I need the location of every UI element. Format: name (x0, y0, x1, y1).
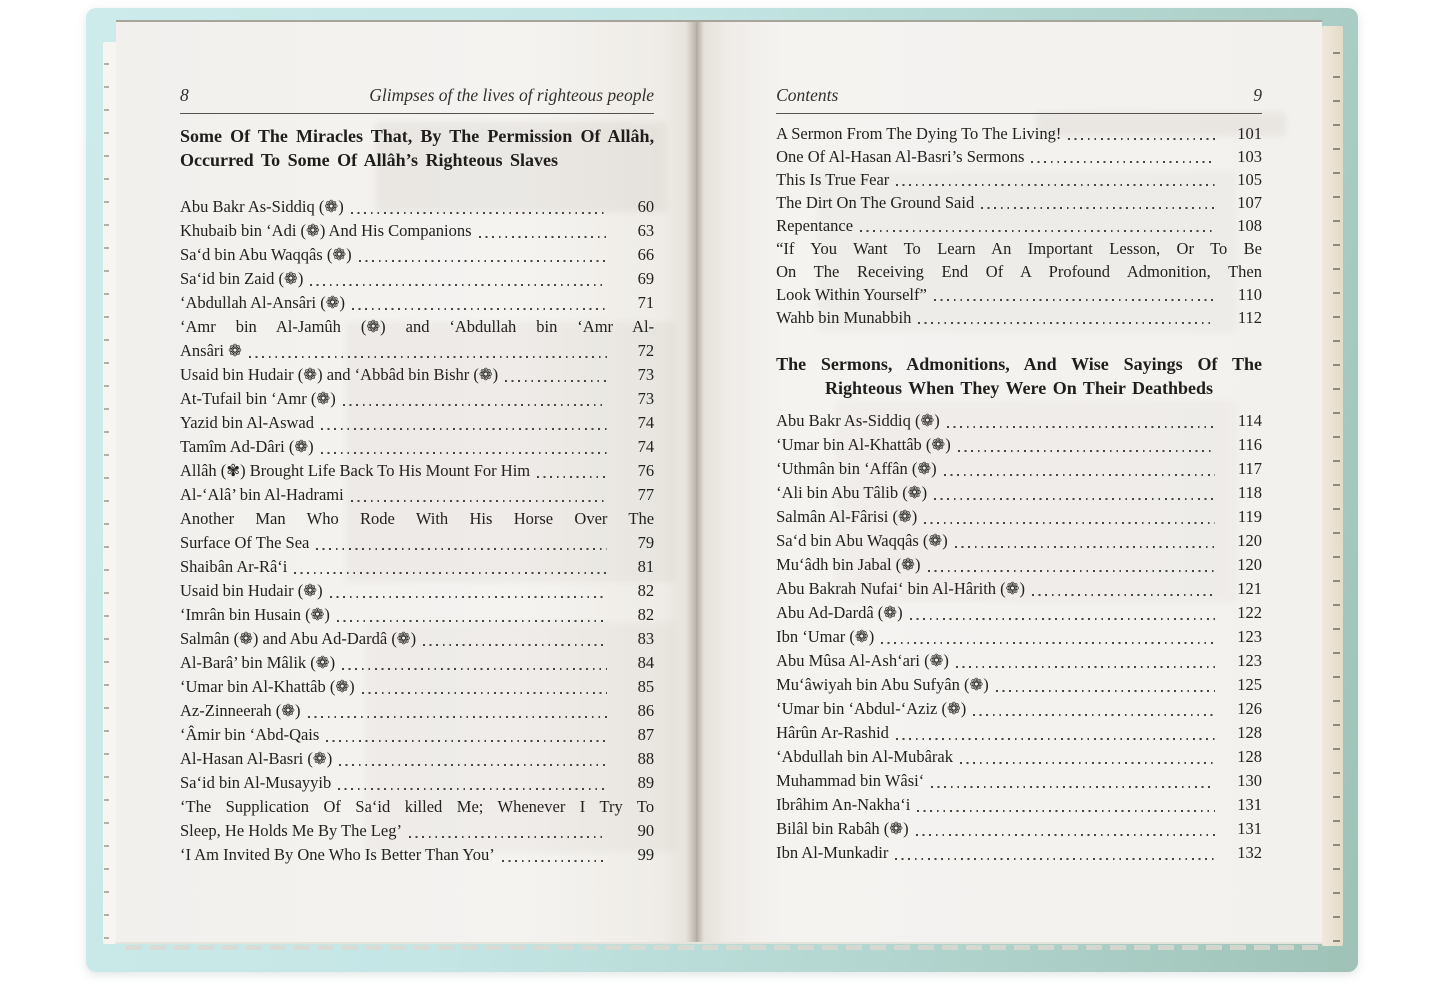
toc-entry-text-line: “If You Want To Learn An Important Lesson, Or To Be (776, 239, 1262, 258)
toc-entry-row (180, 483, 654, 507)
dot-leader (916, 834, 1215, 836)
toc-entry-title: A Sermon From The Dying To The Living! (776, 124, 1062, 143)
toc-entry (180, 795, 654, 843)
dot-leader (502, 860, 607, 862)
toc-entry-row (180, 579, 654, 603)
toc-entry-title: Muhammad bin Wâsi‘ (776, 771, 925, 790)
dot-leader (981, 207, 1215, 209)
toc-entry (776, 214, 1262, 237)
toc-entry-page: 73 (637, 365, 655, 384)
toc-entry (180, 699, 654, 723)
toc-entry-page: 69 (637, 269, 655, 288)
toc-entry (776, 237, 1262, 306)
toc-entry-title: ‘I Am Invited By One Who Is Better Than You’ (180, 845, 495, 864)
toc-entry-title: Yazid bin Al-Aswad (180, 413, 314, 432)
toc-entry-page: 120 (1237, 531, 1262, 550)
toc-entry-row (180, 243, 654, 267)
toc-entry (180, 843, 654, 867)
toc-entry-title: Repentance (776, 216, 854, 235)
dot-leader (321, 452, 607, 454)
toc-entry-row (180, 723, 654, 747)
toc-entry-title: ‘Umar bin Al-Khattâb (❁) (180, 677, 355, 696)
toc-entry-row (776, 769, 1262, 793)
book (86, 8, 1358, 972)
toc-entry-title: ‘Abdullah Al-Ansâri (❁) (180, 293, 346, 312)
toc-entry-title: Sa‘id bin Zaid (❁) (180, 269, 304, 288)
toc-entry (180, 483, 654, 507)
toc-entry-page: 63 (637, 221, 655, 240)
toc-entry-title: Sa‘d bin Abu Waqqâs (❁) (180, 245, 352, 264)
toc-entry-page: 79 (637, 533, 655, 552)
page-edge-stack-left (103, 42, 116, 944)
toc-entry-row (180, 603, 654, 627)
toc-entry-row (776, 649, 1262, 673)
toc-entry (180, 267, 654, 291)
toc-entry-row (180, 291, 654, 315)
toc-entry-title: At-Tufail bin ‘Amr (❁) (180, 389, 336, 408)
dot-leader (339, 764, 607, 766)
toc-entry-title: Az-Zinneerah (❁) (180, 701, 301, 720)
toc-entry-title: This Is True Fear (776, 170, 890, 189)
toc-entry (180, 675, 654, 699)
toc-entry-text-line: ‘The Supplication Of Sa‘id killed Me; Whenever I Try To (180, 797, 655, 816)
toc-entry-row (776, 793, 1262, 817)
toc-entry-row (776, 191, 1262, 214)
left-running-title: Glimpses of the lives of righteous people (369, 85, 655, 105)
toc-entry-title: Allâh (✾) Brought Life Back To His Mount For Him (180, 461, 531, 480)
toc-entry-title: Mu‘âwiyah bin Abu Sufyân (❁) (776, 675, 989, 694)
dot-leader (960, 762, 1215, 764)
toc-entry (180, 315, 654, 363)
toc-entry-row (776, 168, 1262, 191)
dot-leader (934, 299, 1215, 301)
dot-leader (924, 522, 1215, 524)
toc-entry (776, 145, 1262, 168)
toc-entry (776, 306, 1262, 329)
toc-entry-row (180, 699, 654, 723)
right-page (696, 22, 1322, 942)
toc-entry-row (776, 553, 1262, 577)
toc-entry-title: ‘Umar bin Al-Khattâb (❁) (776, 435, 951, 454)
toc-entry-row (776, 577, 1262, 601)
toc-entry-page: 114 (1237, 411, 1262, 430)
toc-entry-row (180, 843, 654, 867)
page-edge-stack-right (1322, 26, 1343, 946)
toc-entry (180, 507, 654, 555)
toc-entry (776, 168, 1262, 191)
toc-entry-title: ‘Imrân bin Husain (❁) (180, 605, 330, 624)
dot-leader (896, 738, 1215, 740)
toc-entry-row (776, 505, 1262, 529)
dot-leader (362, 692, 607, 694)
toc-entry-title: Usaid bin Hudair (❁) and ‘Abbâd bin Bishr (❁) (180, 365, 499, 384)
toc-entry-page: 107 (1237, 193, 1262, 212)
toc-entry (180, 291, 654, 315)
dot-leader (479, 236, 608, 238)
toc-entry (180, 579, 654, 603)
dot-leader (423, 644, 607, 646)
dot-leader (881, 642, 1215, 644)
dot-leader (505, 380, 607, 382)
toc-entry-row (776, 409, 1262, 433)
toc-entry-title: The Dirt On The Ground Said (776, 193, 975, 212)
toc-entry-page: 132 (1237, 843, 1262, 862)
toc-entry (180, 243, 654, 267)
toc-entry-title: ‘Umar bin ‘Abdul-‘Aziz (❁) (776, 699, 967, 718)
toc-entry-title: Ibrâhim An-Nakha‘i (776, 795, 911, 814)
toc-entry-page: 103 (1237, 147, 1262, 166)
dot-leader (326, 740, 607, 742)
toc-entry-page: 131 (1237, 819, 1262, 838)
toc-entry (776, 745, 1262, 769)
toc-entry-row (180, 531, 654, 555)
toc-entry-page: 117 (1237, 459, 1262, 478)
toc-entry-page: 86 (637, 701, 655, 720)
toc-entry-title: Khubaib bin ‘Adi (❁) And His Companions (180, 221, 472, 240)
toc-entry (180, 771, 654, 795)
toc-entry-page: 118 (1237, 483, 1262, 502)
toc-entry-page: 112 (1237, 308, 1262, 327)
toc-entry-page: 87 (637, 725, 655, 744)
toc-entry-title: Salmân (❁) and Abu Ad-Dardâ (❁) (180, 629, 417, 648)
dot-leader (316, 548, 607, 550)
toc-entry-title: One Of Al-Hasan Al-Basri’s Sermons (776, 147, 1025, 166)
dot-leader (928, 570, 1216, 572)
toc-entry-title: Abu Ad-Dardâ (❁) (776, 603, 903, 622)
toc-entry (776, 457, 1262, 481)
toc-entry-page: 128 (1237, 747, 1262, 766)
toc-list-left (180, 195, 654, 867)
toc-entry (180, 627, 654, 651)
toc-entry-title: ‘Uthmân bin ‘Affân (❁) (776, 459, 937, 478)
toc-entry-row (776, 817, 1262, 841)
dot-leader (308, 716, 608, 718)
toc-entry (180, 459, 654, 483)
left-page (116, 22, 696, 942)
toc-entry-title: Al-‘Alâ’ bin Al-Hadrami (180, 485, 344, 504)
toc-entry-row (776, 697, 1262, 721)
toc-entry-row (776, 529, 1262, 553)
toc-entry-title: Wahb bin Munabbih (776, 308, 912, 327)
toc-entry (776, 529, 1262, 553)
dot-leader (342, 668, 607, 670)
toc-entry-page: 85 (637, 677, 655, 696)
toc-entry-page: 83 (637, 629, 655, 648)
toc-entry (776, 649, 1262, 673)
toc-entry (180, 723, 654, 747)
dot-leader (896, 184, 1215, 186)
toc-entry-page: 122 (1237, 603, 1262, 622)
dot-leader (931, 786, 1215, 788)
toc-entry-text-line: Another Man Who Rode With His Horse Over The (180, 509, 655, 528)
dot-leader (337, 620, 607, 622)
dot-leader (947, 426, 1215, 428)
dot-leader (860, 230, 1215, 232)
toc-entry-page: 81 (637, 557, 655, 576)
toc-entry-row (180, 771, 654, 795)
toc-entry-page: 101 (1237, 124, 1262, 143)
dot-leader (321, 428, 607, 430)
left-page-header (180, 84, 654, 114)
toc-entry-row (776, 841, 1262, 865)
toc-entry-page: 89 (637, 773, 655, 792)
toc-entry-row (180, 555, 654, 579)
toc-entry (180, 387, 654, 411)
section-heading-sermons: The Sermons, Admonitions, And Wise Sayings Of The Righteous When They Were On Their Deathbeds (776, 354, 1262, 398)
toc-entry-page: 74 (637, 437, 655, 456)
toc-entry-page: 77 (637, 485, 655, 504)
toc-entry-title: Mu‘âdh bin Jabal (❁) (776, 555, 921, 574)
toc-entry (180, 219, 654, 243)
dot-leader (409, 836, 607, 838)
toc-entry-title: Al-Barâ’ bin Mâlik (❁) (180, 653, 336, 672)
dot-leader (934, 498, 1215, 500)
toc-entry-row (180, 819, 654, 843)
toc-entry-title: Ibn Al-Munkadir (776, 843, 889, 862)
dot-leader (895, 858, 1215, 860)
toc-list-right-bottom (776, 409, 1262, 865)
toc-entry (776, 122, 1262, 145)
dot-leader (1032, 594, 1215, 596)
right-running-title: Contents (776, 85, 839, 105)
toc-entry (776, 505, 1262, 529)
toc-entry (776, 409, 1262, 433)
toc-entry-text-line: On The Receiving End Of A Profound Admonition, Then (776, 262, 1262, 281)
toc-entry-row (776, 481, 1262, 505)
toc-entry-row (180, 219, 654, 243)
toc-entry-row (776, 601, 1262, 625)
toc-entry-page: 121 (1237, 579, 1262, 598)
dot-leader (996, 690, 1215, 692)
toc-entry (776, 433, 1262, 457)
toc-entry (776, 673, 1262, 697)
dot-leader (955, 546, 1215, 548)
toc-entry-title: Sleep, He Holds Me By The Leg’ (180, 821, 402, 840)
toc-entry (180, 411, 654, 435)
toc-entry-title: Abu Mûsa Al-Ash‘ari (❁) (776, 651, 949, 670)
toc-entry (180, 435, 654, 459)
toc-entry-page: 130 (1237, 771, 1262, 790)
toc-entry-title: Usaid bin Hudair (❁) (180, 581, 323, 600)
dot-leader (918, 322, 1215, 324)
toc-entry (776, 601, 1262, 625)
toc-entry (776, 191, 1262, 214)
toc-entry-title: ‘Âmir bin ‘Abd-Qais (180, 725, 320, 744)
toc-entry (180, 555, 654, 579)
toc-entry-row (776, 457, 1262, 481)
toc-entry-page: 105 (1237, 170, 1262, 189)
right-page-number: 9 (1253, 85, 1262, 105)
toc-entry-row (776, 283, 1262, 306)
toc-entry-page: 120 (1237, 555, 1262, 574)
toc-entry-title: Tamîm Ad-Dâri (❁) (180, 437, 314, 456)
toc-entry-title: Ibn ‘Umar (❁) (776, 627, 875, 646)
toc-entry-page: 123 (1237, 627, 1262, 646)
toc-entry-row (180, 435, 654, 459)
toc-entry-page: 90 (637, 821, 655, 840)
dot-leader (249, 356, 607, 358)
toc-entry-row (776, 721, 1262, 745)
toc-entry-row (776, 122, 1262, 145)
toc-entry-title: Al-Hasan Al-Basri (❁) (180, 749, 333, 768)
toc-entry-title: ‘Ali bin Abu Tâlib (❁) (776, 483, 928, 502)
toc-entry-page: 66 (637, 245, 655, 264)
toc-entry-title: Sa‘id bin Al-Musayyib (180, 773, 332, 792)
toc-entry (776, 481, 1262, 505)
dot-leader (310, 284, 607, 286)
toc-entry-title: Salmân Al-Fârisi (❁) (776, 507, 918, 526)
toc-entry-row (180, 459, 654, 483)
toc-entry-title: Abu Bakr As-Siddiq (❁) (180, 197, 344, 216)
toc-entry-row (776, 306, 1262, 329)
toc-entry (776, 625, 1262, 649)
toc-entry-page: 123 (1237, 651, 1262, 670)
dot-leader (1031, 161, 1215, 163)
toc-entry-row (180, 387, 654, 411)
section-heading-miracles: Some Of The Miracles That, By The Permission Of Allâh, Occurred To Some Of Allâh’s Righteous Slaves (180, 126, 655, 170)
open-spread (116, 20, 1322, 942)
left-page-number: 8 (180, 85, 189, 105)
toc-entry-row (180, 267, 654, 291)
toc-entry (776, 769, 1262, 793)
dot-leader (343, 404, 607, 406)
toc-entry-page: 125 (1237, 675, 1262, 694)
toc-entry-title: Hârûn Ar-Rashid (776, 723, 889, 742)
toc-entry-title: Abu Bakr As-Siddiq (❁) (776, 411, 940, 430)
dot-leader (973, 714, 1215, 716)
toc-entry (180, 603, 654, 627)
toc-entry (180, 747, 654, 771)
toc-entry-row (180, 747, 654, 771)
page-edge-stack-bottom (126, 945, 1318, 950)
toc-entry-title: Ansâri ❁ (180, 341, 242, 360)
dot-leader (910, 618, 1215, 620)
toc-entry-page: 82 (637, 581, 655, 600)
toc-entry-row (776, 145, 1262, 168)
dot-leader (944, 474, 1215, 476)
toc-entry-row (776, 745, 1262, 769)
toc-entry-page: 74 (637, 413, 655, 432)
toc-entry-row (776, 625, 1262, 649)
toc-entry-row (776, 214, 1262, 237)
dot-leader (917, 810, 1215, 812)
toc-entry-title: Surface Of The Sea (180, 533, 310, 552)
toc-entry-title: Abu Bakrah Nufai‘ bin Al-Hârith (❁) (776, 579, 1025, 598)
toc-entry-title: Look Within Yourself” (776, 285, 927, 304)
toc-entry-page: 72 (637, 341, 655, 360)
toc-entry-page: 131 (1237, 795, 1262, 814)
toc-entry-page: 128 (1237, 723, 1262, 742)
toc-entry-row (180, 411, 654, 435)
toc-entry-row (180, 651, 654, 675)
toc-entry-row (776, 673, 1262, 697)
toc-entry-row (180, 339, 654, 363)
toc-entry-page: 76 (637, 461, 655, 480)
dot-leader (294, 572, 607, 574)
toc-entry (776, 721, 1262, 745)
toc-entry-row (180, 627, 654, 651)
toc-entry-row (180, 195, 654, 219)
toc-entry (776, 841, 1262, 865)
toc-entry (776, 553, 1262, 577)
dot-leader (956, 666, 1215, 668)
toc-entry (180, 195, 654, 219)
dot-leader (359, 260, 607, 262)
toc-entry-title: Bilâl bin Rabâh (❁) (776, 819, 909, 838)
toc-entry-page: 99 (637, 845, 655, 864)
toc-entry-page: 116 (1237, 435, 1262, 454)
dot-leader (330, 596, 607, 598)
toc-entry-page: 119 (1237, 507, 1262, 526)
toc-entry-title: Sa‘d bin Abu Waqqâs (❁) (776, 531, 948, 550)
toc-entry (180, 363, 654, 387)
toc-entry (180, 651, 654, 675)
toc-entry (776, 577, 1262, 601)
toc-entry (776, 817, 1262, 841)
dot-leader (351, 500, 607, 502)
toc-entry-page: 110 (1237, 285, 1262, 304)
toc-entry-row (180, 675, 654, 699)
right-page-header (776, 84, 1262, 114)
dot-leader (351, 212, 607, 214)
toc-entry-row (180, 363, 654, 387)
toc-entry-page: 84 (637, 653, 655, 672)
toc-entry-page: 108 (1237, 216, 1262, 235)
toc-entry-page: 82 (637, 605, 655, 624)
dot-leader (338, 788, 607, 790)
dot-leader (958, 450, 1215, 452)
dot-leader (537, 476, 607, 478)
toc-entry-page: 60 (637, 197, 655, 216)
dot-leader (1068, 138, 1215, 140)
toc-entry-text-line: ‘Amr bin Al-Jamûh (❁) and ‘Abdullah bin ‘Amr Al- (180, 317, 655, 336)
dot-leader (352, 308, 607, 310)
toc-entry-page: 88 (637, 749, 655, 768)
toc-entry-page: 71 (637, 293, 655, 312)
toc-entry-title: ‘Abdullah bin Al-Mubârak (776, 747, 953, 766)
toc-entry (776, 793, 1262, 817)
toc-entry-page: 73 (637, 389, 655, 408)
toc-entry-page: 126 (1237, 699, 1262, 718)
toc-list-right-top (776, 122, 1262, 329)
toc-entry-row (776, 433, 1262, 457)
toc-entry (776, 697, 1262, 721)
toc-entry-title: Shaibân Ar-Râ‘i (180, 557, 288, 576)
